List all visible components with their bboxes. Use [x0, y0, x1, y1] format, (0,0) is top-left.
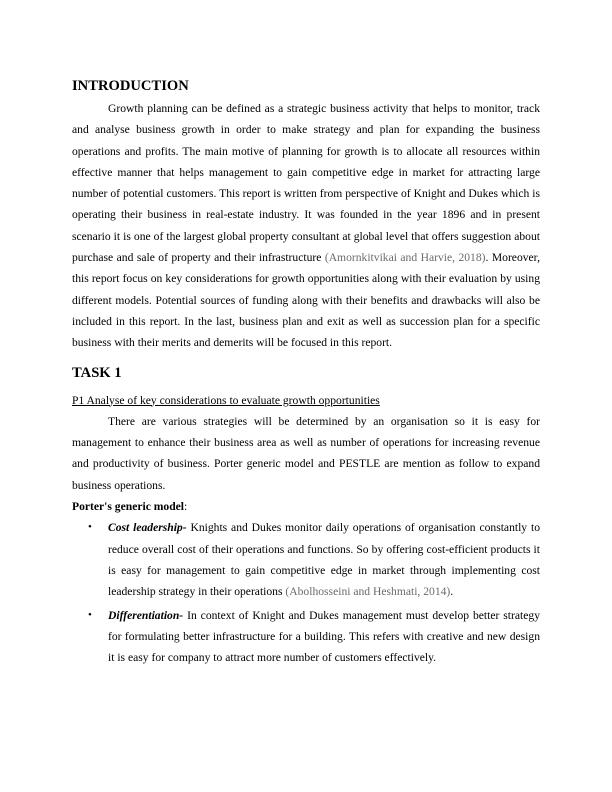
- introduction-citation: (Amornkitvikai and Harvie, 2018): [324, 251, 486, 265]
- differentiation-term: Differentiation-: [108, 608, 184, 622]
- introduction-text-b: . Moreover, this report focus on key considerations for growth opportunities along with their evaluation by using different models. Potential sources of funding along with their benefits and drawbacks will also be included in this report. In the last, business plan and exit as well as succession plan for a specific business with their merits and demerits will be focused in this report.: [72, 251, 540, 350]
- cost-leadership-text: Knights and Dukes monitor daily operations of organisation constantly to reduce overall cost of their operations and functions. So by offering cost-efficient products it is easy for management to gain competitive edge in market through implementing cost leadership strategy in their operations: [108, 521, 540, 599]
- page-content: [72, 74, 540, 670]
- list-item-differentiation: [72, 605, 540, 669]
- task1-heading: TASK 1: [72, 364, 122, 381]
- bullet-icon: •: [88, 521, 92, 534]
- cost-leadership-term: Cost leadership-: [108, 521, 187, 535]
- list-item-cost-leadership: [72, 517, 540, 602]
- introduction-text-a: Growth planning can be defined as a strategic business activity that helps to monitor, track and analyse business growth in order to make strategy and plan for expanding the business operations and profits. The main motive of planning for growth is to allocate all resources within effective manner that helps management to gain competitive edge in market for attracting large number of potential customers. This report is written from perspective of Knight and Dukes which is operating their business in real-estate industry. It was founded in the year 1896 and in present scenario it is one of the largest global property consultant at global level that offers suggestion about purchase and sale of property and their infrastructure: [72, 102, 540, 265]
- porter-model-colon: :: [184, 500, 188, 514]
- introduction-heading: INTRODUCTION: [72, 78, 189, 94]
- cost-leadership-tail: .: [450, 585, 454, 599]
- task1-paragraph: There are various strategies will be determined by an organisation so it is easy for management to enhance their business area as well as number of operations for increasing revenue and productivity of business. Porter generic model and PESTLE are mention as follow to expand business operations.: [72, 414, 540, 492]
- porter-model-label-line: [72, 496, 540, 517]
- introduction-paragraph: [72, 98, 540, 354]
- bullet-icon: •: [88, 608, 92, 621]
- porter-strategies-list: [72, 517, 540, 668]
- differentiation-text: In context of Knight and Dukes management must develop better strategy for formulating better infrastructure for a building. This refers with creative and new design it is easy for company to attract more number of customers effectively.: [108, 608, 540, 665]
- task1-subheading: P1 Analyse of key considerations to evaluate growth opportunities: [72, 393, 380, 407]
- cost-leadership-citation: (Abolhosseini and Heshmati, 2014): [285, 585, 451, 599]
- porter-model-label: Porter's generic model: [72, 500, 185, 514]
